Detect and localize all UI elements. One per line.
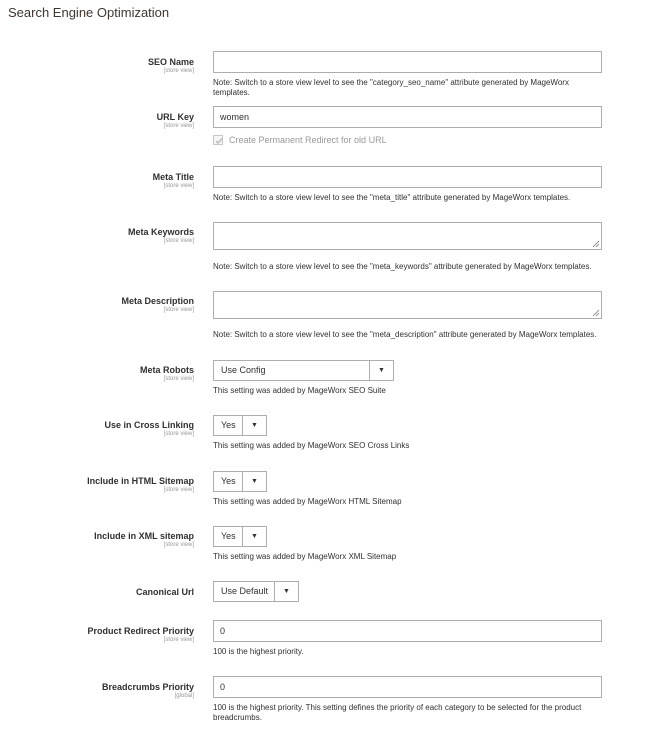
meta-robots-label-text: Meta Robots <box>140 365 194 375</box>
seo-name-input[interactable] <box>213 51 602 73</box>
xml-sitemap-note: This setting was added by MageWorx XML Sitemap <box>213 552 397 561</box>
chevron-down-icon[interactable]: ▼ <box>242 472 266 491</box>
cross-linking-select[interactable] <box>213 415 267 436</box>
resize-handle-icon[interactable] <box>592 240 600 248</box>
meta-title-label <box>153 171 194 190</box>
meta-title-input[interactable] <box>213 166 602 188</box>
meta-robots-label <box>140 364 194 383</box>
meta-robots-value: Use Config <box>221 365 266 375</box>
meta-description-label <box>121 295 194 314</box>
breadcrumbs-priority-scope: [global] <box>174 693 194 699</box>
product-redirect-priority-label <box>87 625 194 644</box>
permanent-redirect-label: Create Permanent Redirect for old URL <box>229 135 387 145</box>
product-redirect-priority-label-text: Product Redirect Priority <box>87 626 194 636</box>
meta-title-note: Note: Switch to a store view level to see the "meta_title" attribute generated by MageWorx templates. <box>213 193 571 202</box>
permanent-redirect-checkbox[interactable] <box>213 135 223 145</box>
breadcrumbs-priority-label <box>102 681 194 700</box>
seo-name-label-text: SEO Name <box>147 57 194 67</box>
breadcrumbs-priority-note: 100 is the highest priority. This setting defines the priority of each category to be selected for the product breadcrumbs. <box>213 703 582 722</box>
html-sitemap-select[interactable] <box>213 471 267 492</box>
url-key-input[interactable]: women <box>213 106 602 128</box>
xml-sitemap-value: Yes <box>221 531 236 541</box>
chevron-down-icon[interactable]: ▼ <box>242 527 266 546</box>
resize-handle-icon[interactable] <box>592 309 600 317</box>
breadcrumbs-priority-input[interactable]: 0 <box>213 676 602 698</box>
canonical-url-select[interactable] <box>213 581 299 602</box>
meta-description-note: Note: Switch to a store view level to see the "meta_description" attribute generated by MageWorx templates. <box>213 330 597 339</box>
meta-robots-scope: [store view] <box>163 376 194 382</box>
xml-sitemap-select[interactable] <box>213 526 267 547</box>
seo-name-note: Note: Switch to a store view level to see the "category_seo_name" attribute generated by MageWorx templates. <box>213 78 569 97</box>
xml-sitemap-label <box>94 530 194 549</box>
check-icon <box>214 136 224 146</box>
meta-keywords-label <box>128 226 194 245</box>
meta-description-label-text: Meta Description <box>121 296 194 306</box>
meta-robots-note: This setting was added by MageWorx SEO Suite <box>213 386 386 395</box>
html-sitemap-label-text: Include in HTML Sitemap <box>87 476 194 486</box>
html-sitemap-note: This setting was added by MageWorx HTML Sitemap <box>213 497 402 506</box>
chevron-down-icon[interactable]: ▼ <box>274 582 298 601</box>
meta-description-textarea[interactable] <box>213 291 602 319</box>
html-sitemap-label <box>87 475 194 494</box>
meta-title-scope: [store view] <box>163 183 194 189</box>
product-redirect-priority-note: 100 is the highest priority. <box>213 647 304 656</box>
meta-description-scope: [store view] <box>163 307 194 313</box>
cross-linking-label <box>104 419 194 438</box>
canonical-url-label <box>136 586 194 598</box>
permanent-redirect-checkbox-row[interactable] <box>213 135 387 145</box>
xml-sitemap-label-text: Include in XML sitemap <box>94 531 194 541</box>
canonical-url-value: Use Default <box>221 586 269 596</box>
meta-robots-select[interactable] <box>213 360 394 381</box>
section-title: Search Engine Optimization <box>8 5 170 20</box>
seo-name-scope: [store view] <box>163 68 194 74</box>
url-key-label-text: URL Key <box>156 112 194 122</box>
meta-keywords-label-text: Meta Keywords <box>127 227 194 237</box>
meta-keywords-scope: [store view] <box>163 238 194 244</box>
xml-sitemap-scope: [store view] <box>163 542 194 548</box>
cross-linking-note: This setting was added by MageWorx SEO Cross Links <box>213 441 410 450</box>
meta-title-label-text: Meta Title <box>152 172 194 182</box>
chevron-down-icon[interactable]: ▼ <box>242 416 266 435</box>
product-redirect-priority-scope: [store view] <box>163 637 194 643</box>
seo-name-label <box>148 56 194 75</box>
cross-linking-label-text: Use in Cross Linking <box>104 420 194 430</box>
meta-keywords-textarea[interactable] <box>213 222 602 250</box>
html-sitemap-value: Yes <box>221 476 236 486</box>
cross-linking-value: Yes <box>221 420 236 430</box>
breadcrumbs-priority-label-text: Breadcrumbs Priority <box>101 682 194 692</box>
html-sitemap-scope: [store view] <box>163 487 194 493</box>
canonical-url-label-text: Canonical Url <box>135 587 194 597</box>
url-key-scope: [store view] <box>163 123 194 129</box>
cross-linking-scope: [store view] <box>163 431 194 437</box>
product-redirect-priority-input[interactable]: 0 <box>213 620 602 642</box>
chevron-down-icon[interactable]: ▼ <box>369 361 393 380</box>
meta-keywords-note: Note: Switch to a store view level to see the "meta_keywords" attribute generated by MageWorx templates. <box>213 262 592 271</box>
url-key-label <box>157 111 194 130</box>
